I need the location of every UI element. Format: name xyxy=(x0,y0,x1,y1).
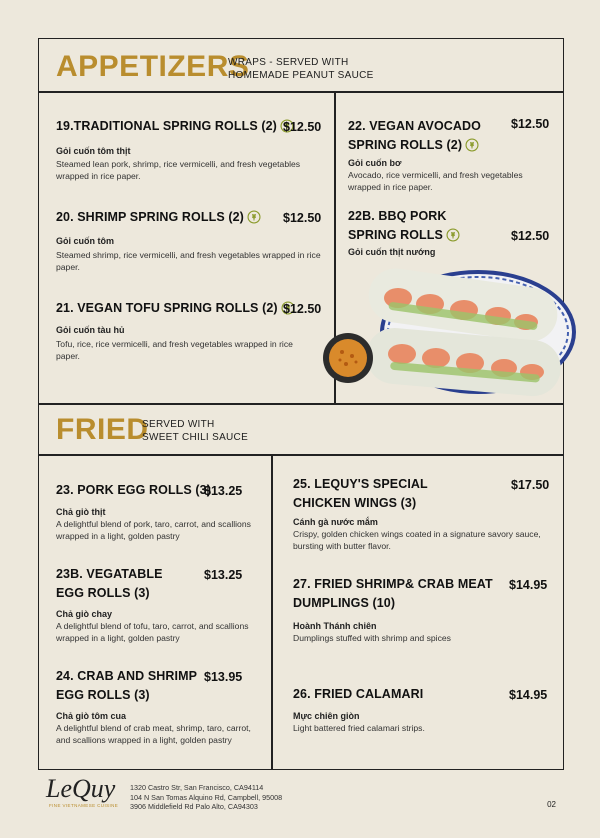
item-name-line2: EGG ROLLS (3) xyxy=(56,586,150,600)
item-name xyxy=(348,207,460,245)
appetizers-header-divider xyxy=(38,91,564,93)
gluten-free-icon xyxy=(446,228,460,242)
restaurant-logo-subtitle: FINE VIETNAMESE CUISINE xyxy=(49,803,119,808)
item-price: $13.25 xyxy=(204,484,243,498)
item-vietnamese-name: Cánh gà nước mắm xyxy=(293,517,378,527)
item-name xyxy=(56,565,163,603)
item-description: Light battered fried calamari strips. xyxy=(293,723,425,733)
item-vietnamese-name: Gỏi cuốn tôm xyxy=(56,236,114,246)
fried-header-divider xyxy=(38,454,564,456)
fried-note-line2: SWEET CHILI SAUCE xyxy=(142,432,249,443)
item-name-text: 21. VEGAN TOFU SPRING ROLLS (2) xyxy=(56,301,278,315)
item-price: $12.50 xyxy=(283,302,322,316)
item-description: Dumplings stuffed with shrimp and spices xyxy=(293,633,451,643)
item-description: Steamed lean pork, shrimp, rice vermicelli, and fresh vegetables wrapped in rice paper. xyxy=(56,159,301,181)
item-name-line1: 24. CRAB AND SHRIMP xyxy=(56,669,198,683)
item-name-line1: 27. FRIED SHRIMP& CRAB MEAT xyxy=(293,577,493,591)
item-vietnamese-name: Mực chiên giòn xyxy=(293,711,360,721)
item-name-text: SPRING ROLLS xyxy=(348,228,443,242)
gluten-free-icon xyxy=(247,210,261,224)
item-name-line2: EGG ROLLS (3) xyxy=(56,688,150,702)
item-name: 26. FRIED CALAMARI xyxy=(293,687,424,701)
item-name-text: SPRING ROLLS (2) xyxy=(348,138,463,152)
item-name: 23. PORK EGG ROLLS (3) xyxy=(56,483,212,497)
address-line: 104 N San Tomas Alquino Rd, Campbell, 95008 xyxy=(130,792,283,802)
item-vietnamese-name: Chả giò chay xyxy=(56,609,113,619)
item-description: Tofu, rice, rice vermicelli, and fresh vegetables wrapped in rice paper. xyxy=(56,339,293,361)
item-name-text: 19.TRADITIONAL SPRING ROLLS (2) xyxy=(56,119,277,133)
item-name xyxy=(56,667,197,705)
fried-column-divider xyxy=(271,454,273,770)
item-name xyxy=(293,575,493,613)
item-price: $12.50 xyxy=(283,211,322,225)
item-name-line1: 23B. VEGATABLE xyxy=(56,567,163,581)
gluten-free-icon xyxy=(465,138,479,152)
appetizers-title: APPETIZERS xyxy=(56,50,250,83)
item-vietnamese-name: Gỏi cuốn thịt nướng xyxy=(348,247,436,257)
item-price: $14.95 xyxy=(509,578,548,592)
item-description: A delightful blend of crab meat, shrimp, taro, carrot, and scallions wrapped in a light, golden pastry xyxy=(56,723,251,745)
item-price: $12.50 xyxy=(511,117,550,131)
footer-addresses xyxy=(130,783,282,812)
item-vietnamese-name: Gỏi cuốn tàu hủ xyxy=(56,325,125,335)
item-name xyxy=(56,299,295,318)
address-line: 3906 Middlefield Rd Palo Alto, CA94303 xyxy=(130,802,258,811)
item-price: $13.95 xyxy=(204,670,243,684)
item-description: A delightful blend of tofu, taro, carrot, and scallions wrapped in a light, golden pastry xyxy=(56,621,249,643)
spring-rolls-photo xyxy=(318,262,576,402)
item-name xyxy=(56,117,294,136)
item-name-line2: CHICKEN WINGS (3) xyxy=(293,496,417,510)
address-line: 1320 Castro Str, San Francisco, CA94114 xyxy=(130,783,264,792)
item-name xyxy=(348,117,481,155)
item-price: $17.50 xyxy=(511,478,550,492)
item-vietnamese-name: Chả giò tôm cua xyxy=(56,711,127,721)
item-name-line1: 22B. BBQ PORK xyxy=(348,209,447,223)
item-vietnamese-name: Chả giò thịt xyxy=(56,507,106,517)
appetizers-note-line2: HOMEMADE PEANUT SAUCE xyxy=(228,70,374,81)
fried-note xyxy=(142,418,248,444)
item-name-line1: 22. VEGAN AVOCADO xyxy=(348,119,481,133)
item-name-line2 xyxy=(348,136,481,155)
item-vietnamese-name: Gỏi cuốn tôm thịt xyxy=(56,146,131,156)
item-price: $12.50 xyxy=(283,120,322,134)
item-description: Avocado, rice vermicelli, and fresh vegetables wrapped in rice paper. xyxy=(348,170,523,192)
item-vietnamese-name: Gỏi cuốn bơ xyxy=(348,158,402,168)
item-vietnamese-name: Hoành Thánh chiên xyxy=(293,621,377,631)
item-name-line2: DUMPLINGS (10) xyxy=(293,596,396,610)
item-name xyxy=(56,208,261,227)
page-number: 02 xyxy=(547,800,556,809)
item-name-line2 xyxy=(348,226,460,245)
item-price: $13.25 xyxy=(204,568,243,582)
restaurant-logo: LeQuy xyxy=(46,774,116,803)
item-description: A delightful blend of pork, taro, carrot, and scallions wrapped in a light, golden pastry xyxy=(56,519,251,541)
item-name-text: 20. SHRIMP SPRING ROLLS (2) xyxy=(56,210,244,224)
item-description: Steamed shrimp, rice vermicelli, and fresh vegetables wrapped in rice paper. xyxy=(56,250,321,272)
item-description: Crispy, golden chicken wings coated in a signature savory sauce, bursting with butter flavor. xyxy=(293,529,541,551)
item-price: $14.95 xyxy=(509,688,548,702)
item-name-line1: 25. LEQUY'S SPECIAL xyxy=(293,477,428,491)
fried-title: FRIED xyxy=(56,413,149,446)
fried-note-line1: SERVED WITH xyxy=(142,419,215,430)
item-price: $12.50 xyxy=(511,229,550,243)
appetizers-note-line1: WRAPS - SERVED WITH xyxy=(228,57,349,68)
item-name xyxy=(293,475,428,513)
appetizers-note xyxy=(228,56,374,82)
